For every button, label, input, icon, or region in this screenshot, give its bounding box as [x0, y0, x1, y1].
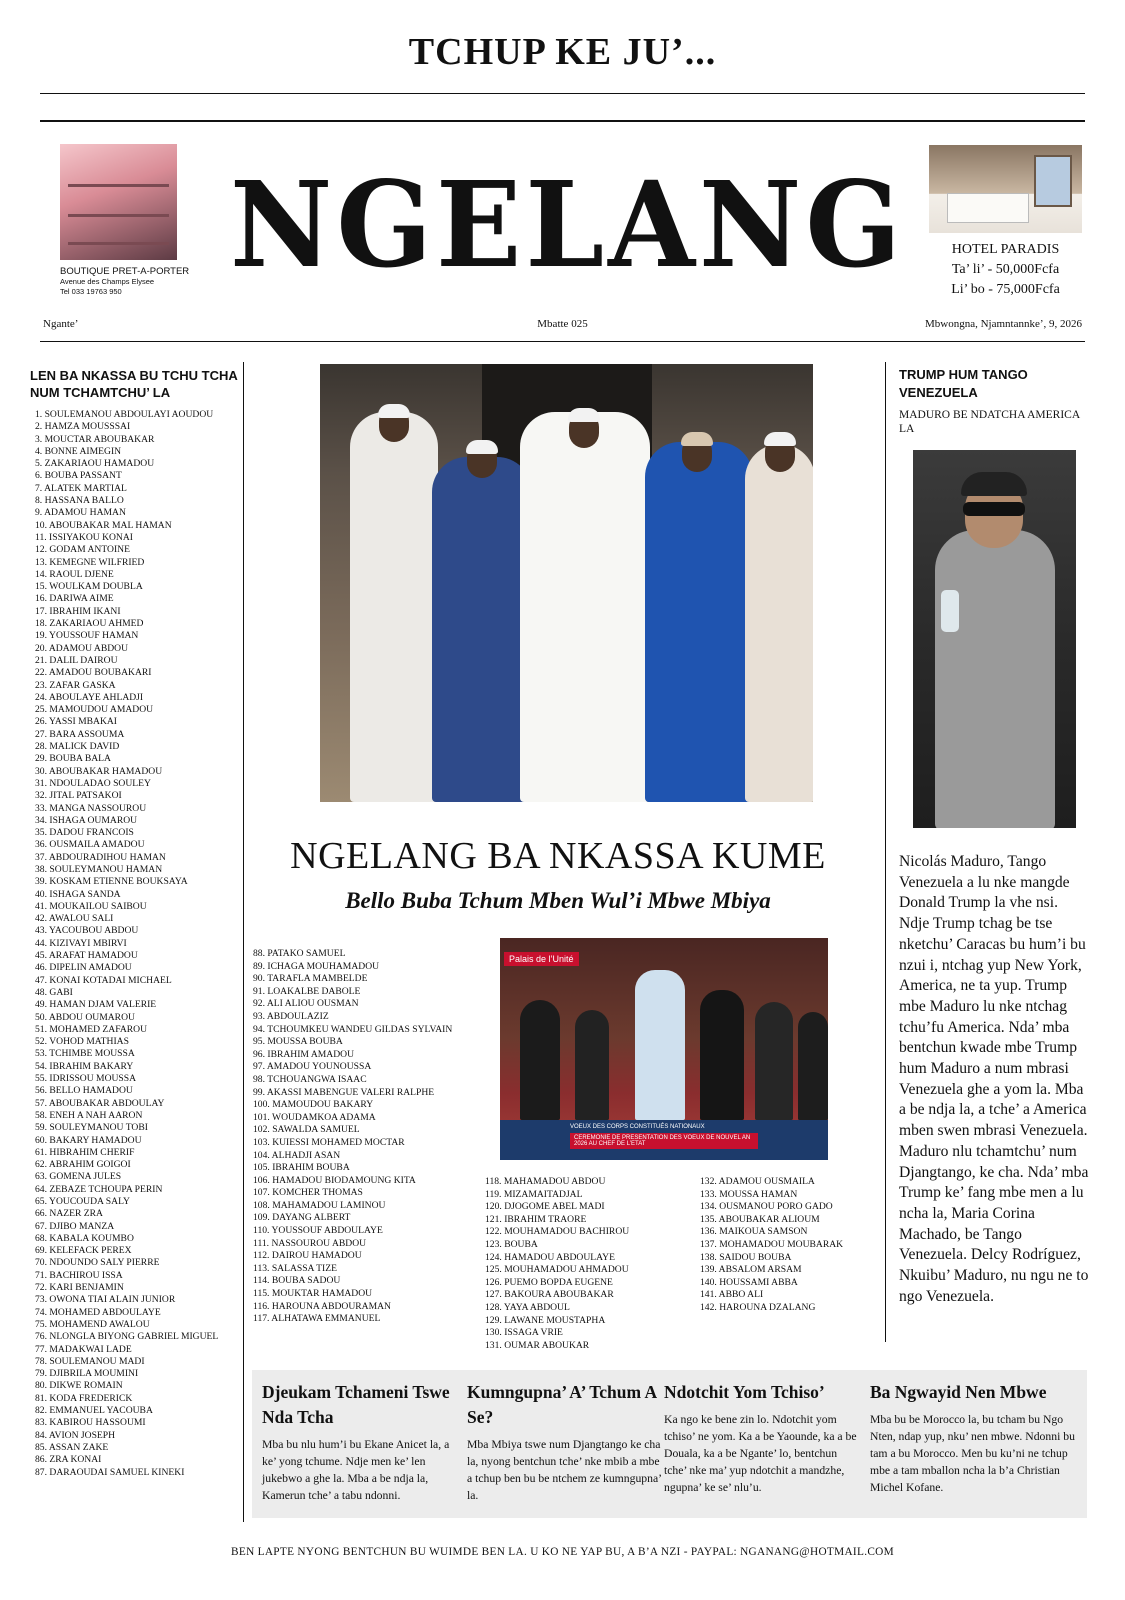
name-list-item: 28. MALICK DAVID	[35, 741, 120, 753]
name-list-item: 134. OUSMANOU PORO GADO	[700, 1201, 833, 1213]
main-subhead: Bello Buba Tchum Mben Wul’i Mbwe Mbiya	[345, 888, 771, 913]
name-list-item: 138. SAIDOU BOUBA	[700, 1251, 792, 1263]
main-photo	[320, 364, 813, 802]
name-list-item: 8. HASSANA BALLO	[35, 495, 124, 507]
name-list-item: 94. TCHOUMKEU WANDEU GILDAS SYLVAIN	[253, 1023, 453, 1035]
name-list-item: 68. KABALA KOUMBO	[35, 1232, 134, 1244]
name-list-item: 141. ABBO ALI	[700, 1289, 764, 1301]
boutique-ad	[60, 266, 230, 297]
name-list-item: 23. ZAFAR GASKA	[35, 679, 116, 691]
name-list-item: 126. PUEMO BOPDA EUGENE	[485, 1276, 613, 1288]
left-column-divider	[243, 362, 244, 1522]
name-list-item: 24. ABOULAYE AHLADJI	[35, 691, 144, 703]
name-list-item: 103. KUIESSI MOHAMED MOCTAR	[253, 1136, 405, 1148]
hotel-price-1: Ta’ li’ - 50,000Fcfa	[951, 262, 1060, 277]
bottom-story-3	[664, 1380, 859, 1496]
name-list-item: 91. LOAKALBE DABOLE	[253, 985, 361, 997]
name-list-item: 86. ZRA KONAI	[35, 1454, 102, 1466]
name-list-b	[485, 1176, 695, 1352]
name-list-item: 1. SOULEMANOU ABDOULAYI AOUDOU	[35, 409, 214, 420]
name-list-c	[700, 1176, 880, 1315]
palais-ticker-line-1: VOEUX DES CORPS CONSTITUÉS NATIONAUX	[570, 1124, 705, 1130]
name-list-item: 14. RAOUL DJENE	[35, 568, 114, 580]
name-list-item: 95. MOUSSA BOUBA	[253, 1036, 343, 1048]
name-list-item: 42. AWALOU SALI	[35, 913, 114, 925]
name-list-item: 123. BOUBA	[485, 1238, 538, 1250]
left-column-heading: LEN BA NKASSA BU TCHU TCHA NUM TCHAMTCHU’ LA	[30, 368, 238, 400]
bottom-story-title: Ba Ngwayid Nen Mbwe	[870, 1382, 1047, 1402]
name-list-item: 108. MAHAMADOU LAMINOU	[253, 1199, 386, 1211]
name-list-item: 131. OUMAR ABOUKAR	[485, 1339, 590, 1351]
maduro-photo	[913, 450, 1076, 828]
name-list-item: 21. DALIL DAIROU	[35, 654, 118, 666]
name-list-item: 37. ABDOURADIHOU HAMAN	[35, 851, 166, 863]
name-list-item: 122. MOUHAMADOU BACHIROU	[485, 1226, 630, 1238]
dateline-rule	[40, 341, 1085, 342]
hotel-price-2: Li’ bo - 75,000Fcfa	[951, 282, 1060, 297]
name-list-item: 89. ICHAGA MOUHAMADOU	[253, 960, 380, 972]
name-list-item: 58. ENEH A NAH AARON	[35, 1109, 143, 1121]
name-list-item: 25. MAMOUDOU AMADOU	[35, 704, 154, 716]
name-list-item: 29. BOUBA BALA	[35, 753, 111, 765]
boutique-tel: Tel 033 19763 950	[60, 287, 122, 296]
name-list-item: 132. ADAMOU OUSMAILA	[700, 1176, 815, 1187]
footer: BEN LAPTE NYONG BENTCHUN BU WUIMDE BEN LA. U KO NE YAP BU, A B’A NZI - PAYPAL: NGANANG@HOTMAIL.COM	[231, 1546, 894, 1558]
name-list-item: 22. AMADOU BOUBAKARI	[35, 667, 152, 679]
hotel-ad-image	[929, 145, 1082, 233]
name-list-item: 74. MOHAMED ABDOULAYE	[35, 1306, 161, 1318]
name-list-item: 70. NDOUNDO SALY PIERRE	[35, 1257, 160, 1269]
name-list-item: 62. ABRAHIM GOIGOI	[35, 1159, 131, 1171]
boutique-ad-image	[60, 144, 177, 260]
name-list-item: 3. MOUCTAR ABOUBAKAR	[35, 433, 155, 445]
name-list-item: 61. HIBRAHIM CHERIF	[35, 1146, 135, 1158]
name-list-item: 105. IBRAHIM BOUBA	[253, 1162, 350, 1174]
name-list-item: 36. OUSMAILA AMADOU	[35, 839, 145, 851]
name-list-item: 104. ALHADJI ASAN	[253, 1149, 341, 1161]
name-list-item: 17. IBRAHIM IKANI	[35, 605, 121, 617]
name-list-item: 112. DAIROU HAMADOU	[253, 1250, 362, 1262]
bottom-story-1	[262, 1380, 457, 1504]
right-column	[899, 366, 1089, 436]
name-list-item: 97. AMADOU YOUNOUSSA	[253, 1061, 372, 1073]
name-list-item: 4. BONNE AIMEGIN	[35, 445, 122, 457]
name-list-item: 90. TARAFLA MAMBELDE	[253, 973, 368, 985]
name-list-item: 64. ZEBAZE TCHOUPA PERIN	[35, 1183, 163, 1195]
name-list-item: 124. HAMADOU ABDOULAYE	[485, 1251, 615, 1263]
name-list-item: 67. DJIBO MANZA	[35, 1220, 115, 1232]
dateline-left: Ngante’	[43, 318, 79, 330]
name-list-item: 83. KABIROU HASSOUMI	[35, 1417, 146, 1429]
name-list-item: 120. DJOGOME ABEL MADI	[485, 1201, 605, 1213]
name-list-item: 65. YOUCOUDA SALY	[35, 1196, 130, 1207]
name-list-item: 55. IDRISSOU MOUSSA	[35, 1073, 137, 1085]
bottom-story-body: Mba bu be Morocco la, bu tcham bu Ngo Nten, ndap yup, nku’ nen mbwe. Ndonni bu tam a bu Morocco. Men bu ku’ni ne tchup mbe a tam mballon ncha la b’a Christian Michel Kofane.	[870, 1413, 1075, 1494]
name-list-item: 10. ABOUBAKAR MAL HAMAN	[35, 519, 172, 531]
boutique-address: Avenue des Champs Elysee	[60, 277, 155, 286]
name-list-item: 50. ABDOU OUMAROU	[35, 1011, 135, 1023]
name-list-item: 30. ABOUBAKAR HAMADOU	[35, 765, 163, 777]
name-list-item: 6. BOUBA PASSANT	[35, 470, 122, 482]
name-list-item: 51. MOHAMED ZAFAROU	[35, 1023, 148, 1035]
name-list-item: 128. YAYA ABDOUL	[485, 1301, 570, 1313]
name-list-item: 84. AVION JOSEPH	[35, 1429, 116, 1441]
name-list-item: 135. ABOUBAKAR ALIOUM	[700, 1213, 820, 1225]
name-list-item: 27. BARA ASSOUMA	[35, 728, 125, 740]
name-list-item: 49. HAMAN DJAM VALERIE	[35, 999, 157, 1011]
bottom-story-title: Ndotchit Yom Tchiso’	[664, 1382, 825, 1402]
name-list-item: 26. YASSI MBAKAI	[35, 716, 118, 728]
name-list-a	[253, 948, 493, 1326]
name-list-item: 137. MOHAMADOU MOUBARAK	[700, 1238, 844, 1250]
left-name-list	[30, 409, 240, 1479]
tagline: TCHUP KE JU’...	[408, 31, 717, 73]
name-list-item: 69. KELEFACK PEREX	[35, 1245, 132, 1257]
name-list-item: 113. SALASSA TIZE	[253, 1262, 337, 1274]
name-list-item: 47. KONAI KOTADAI MICHAEL	[35, 974, 172, 986]
dateline-center: Mbatte 025	[537, 318, 588, 330]
name-list-item: 92. ALI ALIOU OUSMAN	[253, 998, 359, 1010]
name-list-item: 77. MADAKWAI LADE	[35, 1343, 132, 1355]
name-list-item: 5. ZAKARIAOU HAMADOU	[35, 458, 155, 470]
name-list-item: 44. KIZIVAYI MBIRVI	[35, 937, 127, 949]
name-list-item: 53. TCHIMBE MOUSSA	[35, 1048, 135, 1060]
name-list-item: 78. SOULEMANOU MADI	[35, 1355, 145, 1367]
name-list-item: 7. ALATEK MARTIAL	[35, 482, 127, 494]
palais-ticker-line-2: CEREMONIE DE PRESENTATION DES VOEUX DE NOUVEL AN 2026 AU CHEF DE L’ETAT	[570, 1133, 758, 1149]
right-column-divider	[885, 362, 886, 1342]
name-list-item: 133. MOUSSA HAMAN	[700, 1188, 798, 1200]
name-list-item: 136. MAIKOUA SAMSON	[700, 1226, 808, 1238]
name-list-item: 34. ISHAGA OUMAROU	[35, 814, 138, 826]
name-list-item: 12. GODAM ANTOINE	[35, 544, 130, 556]
name-list-item: 56. BELLO HAMADOU	[35, 1085, 133, 1097]
name-list-item: 48. GABI	[35, 986, 73, 998]
name-list-item: 38. SOULEYMANOU HAMAN	[35, 863, 163, 875]
right-column-kicker: MADURO BE NDATCHA AMERICA LA	[899, 409, 1080, 435]
main-headline: NGELANG BA NKASSA KUME	[290, 835, 826, 877]
name-list-item: 85. ASSAN ZAKE	[35, 1441, 109, 1453]
name-list-item: 40. ISHAGA SANDA	[35, 888, 121, 900]
name-list-item: 82. EMMANUEL YACOUBA	[35, 1405, 153, 1417]
bottom-story-4	[870, 1380, 1080, 1496]
name-list-item: 76. NLONGLA BIYONG GABRIEL MIGUEL	[35, 1331, 219, 1343]
name-list-item: 139. ABSALOM ARSAM	[700, 1264, 802, 1276]
name-list-item: 87. DARAOUDAI SAMUEL KINEKI	[35, 1466, 185, 1478]
name-list-item: 45. ARAFAT HAMADOU	[35, 950, 138, 962]
name-list-item: 41. MOUKAILOU SAIBOU	[35, 900, 147, 912]
right-column-heading: TRUMP HUM TANGO VENEZUELA	[899, 367, 1028, 400]
name-list-item: 100. MAMOUDOU BAKARY	[253, 1099, 374, 1111]
name-list-item: 116. HAROUNA ABDOURAMAN	[253, 1300, 391, 1312]
name-list-item: 98. TCHOUANGWA ISAAC	[253, 1073, 367, 1085]
name-list-item: 107. KOMCHER THOMAS	[253, 1187, 363, 1199]
name-list-item: 96. IBRAHIM AMADOU	[253, 1048, 355, 1060]
name-list-item: 32. JITAL PATSAKOI	[35, 790, 122, 802]
name-list-item: 118. MAHAMADOU ABDOU	[485, 1176, 606, 1187]
left-column	[30, 367, 240, 1479]
bottom-story-body: Ka ngo ke bene zin lo. Ndotchit yom tchiso’ ne yom. Ka a be Yaounde, ka a be Douala, ka a be Ngante’ lo, bentchun tche’ nke ma’ yup ndotchit a mandzhe, ngupna’ ke se’ nlu’u.	[664, 1413, 857, 1494]
name-list-item: 63. GOMENA JULES	[35, 1171, 122, 1183]
name-list-item: 140. HOUSSAMI ABBA	[700, 1276, 798, 1288]
name-list-item: 127. BAKOURA ABOUBAKAR	[485, 1289, 614, 1301]
boutique-name: BOUTIQUE PRET-A-PORTER	[60, 266, 190, 277]
name-list-item: 119. MIZAMAITADJAL	[485, 1188, 583, 1200]
bottom-story-title: Kumngupna’ A’ Tchum A Se?	[467, 1382, 657, 1427]
hotel-name: HOTEL PARADIS	[951, 242, 1060, 257]
name-list-item: 52. VOHOD MATHIAS	[35, 1036, 129, 1048]
name-list-item: 11. ISSIYAKOU KONAI	[35, 531, 133, 543]
name-list-item: 110. YOUSSOUF ABDOULAYE	[253, 1225, 383, 1237]
name-list-item: 102. SAWALDA SAMUEL	[253, 1124, 360, 1136]
masthead-rule	[40, 120, 1085, 122]
name-list-item: 75. MOHAMEND AWALOU	[35, 1318, 150, 1330]
name-list-item: 72. KARI BENJAMIN	[35, 1282, 124, 1294]
name-list-item: 31. NDOULADAO SOULEY	[35, 777, 151, 789]
bottom-story-2	[467, 1380, 662, 1504]
name-list-item: 13. KEMEGNE WILFRIED	[35, 556, 145, 568]
dateline-right: Mbwongna, Njamntannke’, 9, 2026	[924, 318, 1082, 330]
palais-label: Palais de l’Unité	[504, 952, 579, 966]
name-list-item: 33. MANGA NASSOUROU	[35, 802, 147, 814]
name-list-item: 106. HAMADOU BIODAMOUNG KITA	[253, 1174, 416, 1186]
palais-ticker	[500, 1120, 828, 1160]
name-list-item: 46. DIPELIN AMADOU	[35, 962, 132, 974]
name-list-item: 9. ADAMOU HAMAN	[35, 507, 126, 519]
name-list-item: 66. NAZER ZRA	[35, 1208, 103, 1220]
bottom-stories-box	[252, 1370, 1087, 1518]
name-list-item: 115. MOUKTAR HAMADOU	[253, 1288, 373, 1300]
name-list-item: 114. BOUBA SADOU	[253, 1275, 341, 1287]
name-list-item: 117. ALHATAWA EMMANUEL	[253, 1313, 381, 1325]
bottom-story-title: Djeukam Tchameni Tswe Nda Tcha	[262, 1382, 450, 1427]
name-list-item: 130. ISSAGA VRIE	[485, 1327, 563, 1339]
name-list-item: 111. NASSOUROU ABDOU	[253, 1237, 367, 1249]
name-list-item: 109. DAYANG ALBERT	[253, 1212, 351, 1224]
bottom-story-body: Mba Mbiya tswe num Djangtango ke cha la, nyong bentchun tche’ nke mbib a mbe a tchup ben bu be ntchem ze kumngupna’ la.	[467, 1438, 662, 1502]
name-list-item: 43. YACOUBOU ABDOU	[35, 925, 139, 937]
name-list-item: 129. LAWANE MOUSTAPHA	[485, 1314, 606, 1326]
name-list-item: 142. HAROUNA DZALANG	[700, 1301, 816, 1313]
name-list-item: 19. YOUSSOUF HAMAN	[35, 630, 139, 642]
name-list-item: 80. DIKWE ROMAIN	[35, 1380, 123, 1392]
bottom-story-body: Mba bu nlu hum’i bu Ekane Anicet la, a ke’ yong tchume. Ndje men ke’ len jukebwo a ghe la. Mba a be ndja la, Kamerun tche’ a tabu ndonni.	[262, 1438, 450, 1502]
name-list-item: 20. ADAMOU ABDOU	[35, 642, 129, 654]
name-list-item: 15. WOULKAM DOUBLA	[35, 581, 143, 593]
name-list-item: 57. ABOUBAKAR ABDOULAY	[35, 1097, 165, 1109]
name-list-item: 54. IBRAHIM BAKARY	[35, 1060, 134, 1072]
name-list-item: 79. DJIBRILA MOUMINI	[35, 1368, 139, 1380]
top-rule	[40, 93, 1085, 94]
masthead: NGELANG	[230, 156, 906, 295]
name-list-item: 18. ZAKARIAOU AHMED	[35, 618, 144, 630]
name-list-item: 81. KODA FREDERICK	[35, 1392, 133, 1404]
name-list-item: 125. MOUHAMADOU AHMADOU	[485, 1264, 629, 1276]
name-list-item: 73. OWONA TIAI ALAIN JUNIOR	[35, 1294, 176, 1306]
name-list-item: 59. SOULEYMANOU TOBI	[35, 1122, 148, 1134]
name-list-item: 88. PATAKO SAMUEL	[253, 948, 346, 959]
name-list-item: 121. IBRAHIM TRAORE	[485, 1213, 587, 1225]
name-list-item: 60. BAKARY HAMADOU	[35, 1134, 142, 1146]
right-story-body: Nicolás Maduro, Tango Venezuela a lu nke mangde Donald Trump la vhe nsi. Ndje Trump tchag be tse nketchu’ Caracas bu hum’i bu nzui i, ntchag yup New York, America, ne ta yup. Trump mbe Maduro lu nke ntchag tchu’fu America. Nda’ mba bentchun kwade mbe Trump hum Maduro a num mbrasi Venezuela ghe a yom la. Mba a be ndja la, a tche’ a America mben swen mbrasi Venezuela. Maduro nlu tchamtchu’ num Djangtango, ke cha. Nda’ mba Trump ke’ fang mbe men a lu ncha la, Maria Corina Machado, be Tango Venezuela. Delcy Rodríguez, Nkuibu’ Maduro, nu ngu ne to ngo Venezuela.	[899, 853, 1089, 1305]
name-list-item: 2. HAMZA MOUSSSAI	[35, 421, 131, 433]
name-list-item: 101. WOUDAMKOA ADAMA	[253, 1111, 376, 1123]
name-list-item: 71. BACHIROU ISSA	[35, 1269, 123, 1281]
palais-photo	[500, 938, 828, 1160]
name-list-item: 16. DARIWA AIME	[35, 593, 114, 605]
name-list-item: 93. ABDOULAZIZ	[253, 1010, 329, 1022]
hotel-ad	[929, 240, 1082, 300]
name-list-item: 99. AKASSI MABENGUE VALERI RALPHE	[253, 1086, 435, 1098]
name-list-item: 35. DADOU FRANCOIS	[35, 827, 134, 839]
name-list-item: 39. KOSKAM ETIENNE BOUKSAYA	[35, 876, 188, 888]
